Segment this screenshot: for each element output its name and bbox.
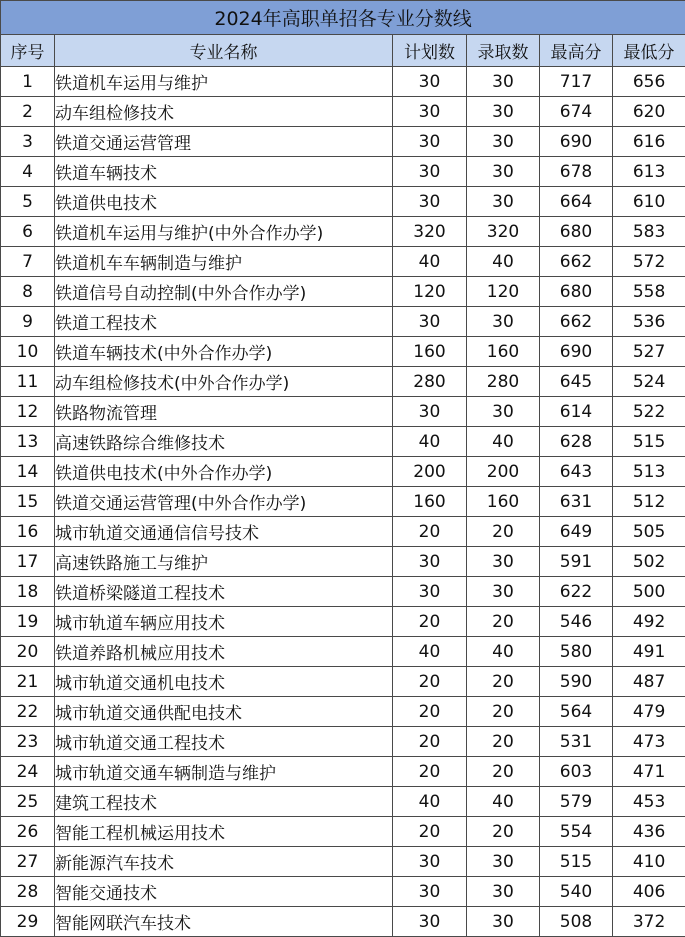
min-score-cell: 492 <box>613 607 685 637</box>
plan-count-cell: 20 <box>393 817 467 847</box>
major-name-cell: 铁道交通运营管理 <box>55 127 393 157</box>
plan-count-cell: 20 <box>393 727 467 757</box>
admit-count-cell: 30 <box>467 577 540 607</box>
max-score-cell: 515 <box>540 847 613 877</box>
table-row <box>1 277 685 307</box>
max-score-cell: 680 <box>540 277 613 307</box>
min-score-cell: 479 <box>613 697 685 727</box>
max-score-cell: 690 <box>540 337 613 367</box>
table-row <box>1 337 685 367</box>
table-row <box>1 67 685 97</box>
plan-count-cell: 30 <box>393 907 467 937</box>
max-score-cell: 531 <box>540 727 613 757</box>
min-score-cell: 500 <box>613 577 685 607</box>
major-name-cell: 铁道供电技术 <box>55 187 393 217</box>
row-index-cell: 13 <box>1 427 55 457</box>
header-max-score: 最高分 <box>540 35 613 67</box>
max-score-cell: 664 <box>540 187 613 217</box>
major-name-cell: 高速铁路综合维修技术 <box>55 427 393 457</box>
row-index-cell: 24 <box>1 757 55 787</box>
major-name-cell: 铁道工程技术 <box>55 307 393 337</box>
row-index-cell: 20 <box>1 637 55 667</box>
major-name-cell: 铁道机车车辆制造与维护 <box>55 247 393 277</box>
row-index-cell: 19 <box>1 607 55 637</box>
row-index-cell: 5 <box>1 187 55 217</box>
admit-count-cell: 40 <box>467 427 540 457</box>
major-name-cell: 高速铁路施工与维护 <box>55 547 393 577</box>
major-name-cell: 城市轨道交通机电技术 <box>55 667 393 697</box>
min-score-cell: 527 <box>613 337 685 367</box>
min-score-cell: 473 <box>613 727 685 757</box>
major-name-cell: 铁路物流管理 <box>55 397 393 427</box>
admit-count-cell: 160 <box>467 337 540 367</box>
plan-count-cell: 30 <box>393 847 467 877</box>
plan-count-cell: 40 <box>393 787 467 817</box>
table-row <box>1 877 685 907</box>
admit-count-cell: 20 <box>467 697 540 727</box>
plan-count-cell: 20 <box>393 697 467 727</box>
admit-count-cell: 30 <box>467 67 540 97</box>
max-score-cell: 649 <box>540 517 613 547</box>
major-name-cell: 智能工程机械运用技术 <box>55 817 393 847</box>
plan-count-cell: 320 <box>393 217 467 247</box>
table-row <box>1 97 685 127</box>
major-name-cell: 城市轨道交通车辆制造与维护 <box>55 757 393 787</box>
major-name-cell: 智能交通技术 <box>55 877 393 907</box>
plan-count-cell: 30 <box>393 67 467 97</box>
min-score-cell: 436 <box>613 817 685 847</box>
table-row <box>1 127 685 157</box>
header-index: 序号 <box>1 35 55 67</box>
major-name-cell: 铁道机车运用与维护 <box>55 67 393 97</box>
max-score-cell: 590 <box>540 667 613 697</box>
plan-count-cell: 20 <box>393 757 467 787</box>
max-score-cell: 603 <box>540 757 613 787</box>
plan-count-cell: 30 <box>393 97 467 127</box>
row-index-cell: 3 <box>1 127 55 157</box>
max-score-cell: 678 <box>540 157 613 187</box>
min-score-cell: 513 <box>613 457 685 487</box>
admit-count-cell: 30 <box>467 907 540 937</box>
max-score-cell: 579 <box>540 787 613 817</box>
major-name-cell: 城市轨道交通通信信号技术 <box>55 517 393 547</box>
max-score-cell: 717 <box>540 67 613 97</box>
major-name-cell: 智能网联汽车技术 <box>55 907 393 937</box>
min-score-cell: 515 <box>613 427 685 457</box>
table-row <box>1 817 685 847</box>
min-score-cell: 505 <box>613 517 685 547</box>
max-score-cell: 540 <box>540 877 613 907</box>
row-index-cell: 26 <box>1 817 55 847</box>
admit-count-cell: 20 <box>467 667 540 697</box>
major-name-cell: 新能源汽车技术 <box>55 847 393 877</box>
table-row <box>1 697 685 727</box>
admit-count-cell: 120 <box>467 277 540 307</box>
major-name-cell: 铁道机车运用与维护(中外合作办学) <box>55 217 393 247</box>
max-score-cell: 546 <box>540 607 613 637</box>
major-name-cell: 城市轨道车辆应用技术 <box>55 607 393 637</box>
admit-count-cell: 20 <box>467 607 540 637</box>
row-index-cell: 23 <box>1 727 55 757</box>
min-score-cell: 620 <box>613 97 685 127</box>
max-score-cell: 631 <box>540 487 613 517</box>
table-row <box>1 517 685 547</box>
row-index-cell: 6 <box>1 217 55 247</box>
max-score-cell: 690 <box>540 127 613 157</box>
major-name-cell: 铁道车辆技术 <box>55 157 393 187</box>
min-score-cell: 372 <box>613 907 685 937</box>
table-title: 2024年高职单招各专业分数线 <box>1 1 685 35</box>
row-index-cell: 11 <box>1 367 55 397</box>
table-row <box>1 667 685 697</box>
max-score-cell: 591 <box>540 547 613 577</box>
min-score-cell: 491 <box>613 637 685 667</box>
min-score-cell: 613 <box>613 157 685 187</box>
row-index-cell: 27 <box>1 847 55 877</box>
plan-count-cell: 30 <box>393 127 467 157</box>
plan-count-cell: 30 <box>393 877 467 907</box>
table-row <box>1 397 685 427</box>
min-score-cell: 522 <box>613 397 685 427</box>
row-index-cell: 18 <box>1 577 55 607</box>
plan-count-cell: 120 <box>393 277 467 307</box>
admit-count-cell: 30 <box>467 397 540 427</box>
major-name-cell: 建筑工程技术 <box>55 787 393 817</box>
min-score-cell: 536 <box>613 307 685 337</box>
plan-count-cell: 280 <box>393 367 467 397</box>
major-name-cell: 铁道桥梁隧道工程技术 <box>55 577 393 607</box>
row-index-cell: 2 <box>1 97 55 127</box>
table-row <box>1 187 685 217</box>
table-row <box>1 457 685 487</box>
major-name-cell: 铁道信号自动控制(中外合作办学) <box>55 277 393 307</box>
table-row <box>1 247 685 277</box>
admit-count-cell: 30 <box>467 877 540 907</box>
plan-count-cell: 20 <box>393 667 467 697</box>
admit-count-cell: 30 <box>467 847 540 877</box>
min-score-cell: 558 <box>613 277 685 307</box>
row-index-cell: 16 <box>1 517 55 547</box>
table-row <box>1 757 685 787</box>
row-index-cell: 7 <box>1 247 55 277</box>
major-name-cell: 铁道车辆技术(中外合作办学) <box>55 337 393 367</box>
plan-count-cell: 30 <box>393 547 467 577</box>
admit-count-cell: 280 <box>467 367 540 397</box>
table-row <box>1 547 685 577</box>
row-index-cell: 12 <box>1 397 55 427</box>
max-score-cell: 622 <box>540 577 613 607</box>
plan-count-cell: 30 <box>393 397 467 427</box>
plan-count-cell: 30 <box>393 187 467 217</box>
plan-count-cell: 200 <box>393 457 467 487</box>
max-score-cell: 674 <box>540 97 613 127</box>
row-index-cell: 22 <box>1 697 55 727</box>
max-score-cell: 645 <box>540 367 613 397</box>
plan-count-cell: 40 <box>393 637 467 667</box>
table-row <box>1 367 685 397</box>
table-row <box>1 847 685 877</box>
max-score-cell: 614 <box>540 397 613 427</box>
min-score-cell: 512 <box>613 487 685 517</box>
max-score-cell: 580 <box>540 637 613 667</box>
table-row <box>1 727 685 757</box>
plan-count-cell: 30 <box>393 157 467 187</box>
min-score-cell: 410 <box>613 847 685 877</box>
max-score-cell: 554 <box>540 817 613 847</box>
plan-count-cell: 20 <box>393 517 467 547</box>
major-name-cell: 动车组检修技术(中外合作办学) <box>55 367 393 397</box>
max-score-cell: 508 <box>540 907 613 937</box>
row-index-cell: 28 <box>1 877 55 907</box>
major-name-cell: 动车组检修技术 <box>55 97 393 127</box>
table-row <box>1 157 685 187</box>
table-row <box>1 577 685 607</box>
row-index-cell: 15 <box>1 487 55 517</box>
major-name-cell: 城市轨道交通供配电技术 <box>55 697 393 727</box>
plan-count-cell: 30 <box>393 307 467 337</box>
admit-count-cell: 30 <box>467 547 540 577</box>
admit-count-cell: 30 <box>467 157 540 187</box>
plan-count-cell: 40 <box>393 247 467 277</box>
plan-count-cell: 40 <box>393 427 467 457</box>
min-score-cell: 616 <box>613 127 685 157</box>
row-index-cell: 4 <box>1 157 55 187</box>
plan-count-cell: 20 <box>393 607 467 637</box>
admit-count-cell: 30 <box>467 307 540 337</box>
header-admit-count: 录取数 <box>467 35 540 67</box>
max-score-cell: 628 <box>540 427 613 457</box>
min-score-cell: 471 <box>613 757 685 787</box>
row-index-cell: 17 <box>1 547 55 577</box>
min-score-cell: 524 <box>613 367 685 397</box>
row-index-cell: 9 <box>1 307 55 337</box>
table-row <box>1 307 685 337</box>
admit-count-cell: 20 <box>467 727 540 757</box>
min-score-cell: 406 <box>613 877 685 907</box>
admit-count-cell: 20 <box>467 757 540 787</box>
max-score-cell: 680 <box>540 217 613 247</box>
header-row <box>1 35 685 67</box>
title-row <box>1 1 685 35</box>
row-index-cell: 14 <box>1 457 55 487</box>
table-row <box>1 637 685 667</box>
max-score-cell: 662 <box>540 247 613 277</box>
min-score-cell: 487 <box>613 667 685 697</box>
table-row <box>1 427 685 457</box>
major-name-cell: 城市轨道交通工程技术 <box>55 727 393 757</box>
admit-count-cell: 40 <box>467 637 540 667</box>
admit-count-cell: 320 <box>467 217 540 247</box>
row-index-cell: 8 <box>1 277 55 307</box>
row-index-cell: 29 <box>1 907 55 937</box>
major-name-cell: 铁道供电技术(中外合作办学) <box>55 457 393 487</box>
header-min-score: 最低分 <box>613 35 685 67</box>
table-row <box>1 607 685 637</box>
table-row <box>1 487 685 517</box>
min-score-cell: 453 <box>613 787 685 817</box>
admit-count-cell: 30 <box>467 127 540 157</box>
row-index-cell: 25 <box>1 787 55 817</box>
header-plan-count: 计划数 <box>393 35 467 67</box>
admit-count-cell: 40 <box>467 247 540 277</box>
plan-count-cell: 30 <box>393 577 467 607</box>
admit-count-cell: 200 <box>467 457 540 487</box>
max-score-cell: 564 <box>540 697 613 727</box>
min-score-cell: 610 <box>613 187 685 217</box>
row-index-cell: 10 <box>1 337 55 367</box>
min-score-cell: 502 <box>613 547 685 577</box>
header-major-name: 专业名称 <box>55 35 393 67</box>
admit-count-cell: 30 <box>467 97 540 127</box>
major-name-cell: 铁道养路机械应用技术 <box>55 637 393 667</box>
table-row <box>1 787 685 817</box>
min-score-cell: 583 <box>613 217 685 247</box>
major-name-cell: 铁道交通运营管理(中外合作办学) <box>55 487 393 517</box>
row-index-cell: 1 <box>1 67 55 97</box>
admit-count-cell: 30 <box>467 187 540 217</box>
table-row <box>1 217 685 247</box>
table-body <box>1 67 685 937</box>
admit-count-cell: 20 <box>467 817 540 847</box>
plan-count-cell: 160 <box>393 337 467 367</box>
admit-count-cell: 40 <box>467 787 540 817</box>
plan-count-cell: 160 <box>393 487 467 517</box>
admit-count-cell: 20 <box>467 517 540 547</box>
max-score-cell: 643 <box>540 457 613 487</box>
max-score-cell: 662 <box>540 307 613 337</box>
min-score-cell: 572 <box>613 247 685 277</box>
admit-count-cell: 160 <box>467 487 540 517</box>
table-row <box>1 907 685 937</box>
min-score-cell: 656 <box>613 67 685 97</box>
row-index-cell: 21 <box>1 667 55 697</box>
